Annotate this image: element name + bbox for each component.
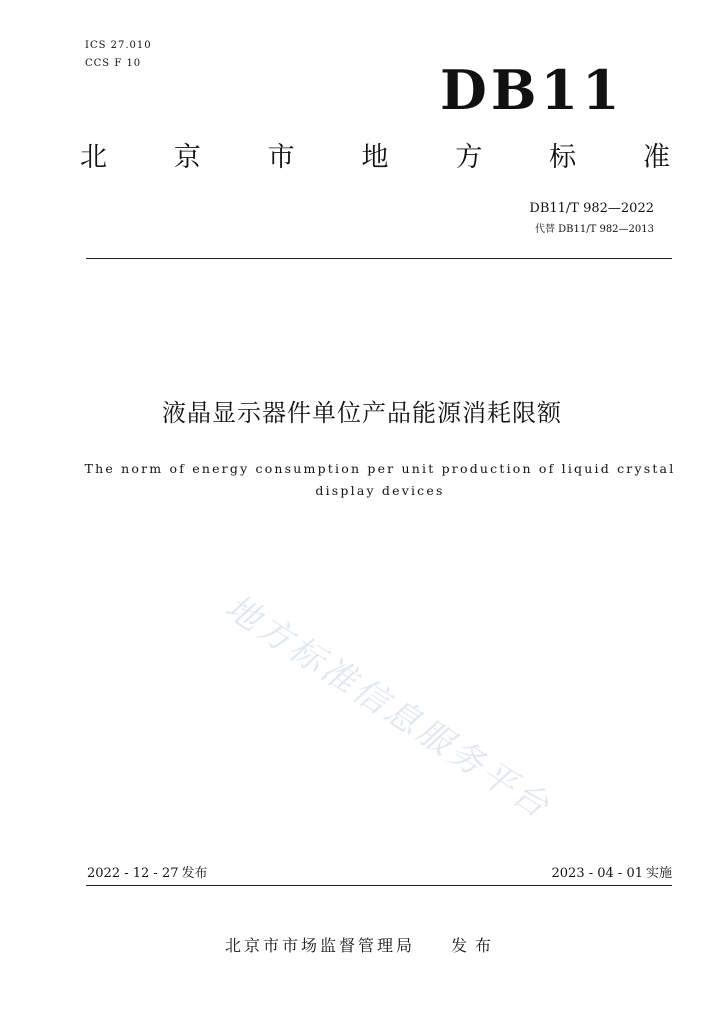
standard-name-char: 方	[455, 142, 483, 173]
ics-code: ICS 27.010	[85, 40, 152, 51]
standard-logo: DB11	[440, 58, 624, 122]
standard-number: DB11/T 982—2022	[529, 201, 654, 216]
header-divider	[86, 258, 672, 259]
standard-type-title	[80, 138, 670, 178]
footer-divider	[86, 885, 672, 886]
ccs-code: CCS F 10	[85, 58, 142, 69]
issuer-action: 发布	[451, 936, 500, 955]
standard-name-char: 北	[80, 142, 107, 173]
replaces-standard: 代替 DB11/T 982—2013	[534, 224, 654, 235]
standard-name-char: 准	[642, 142, 670, 173]
issue-date-label: 发布	[181, 866, 208, 881]
issue-date-value: 2022 - 12 - 27	[87, 866, 179, 881]
classification-codes	[85, 37, 152, 73]
standard-name-char: 市	[267, 142, 295, 173]
document-title-english: The norm of energy consumption per unit production of liquid crystal display devices	[84, 461, 676, 498]
document-title-chinese: 液晶显示器件单位产品能源消耗限额	[162, 399, 562, 427]
implementation-date-label: 实施	[645, 866, 672, 881]
standard-name-char: 京	[173, 142, 201, 173]
issuer-name: 北京市市场监督管理局	[224, 936, 415, 955]
standard-name-char: 标	[549, 142, 577, 173]
standard-name-char: 地	[361, 142, 389, 173]
implementation-date-value: 2023 - 04 - 01	[551, 866, 643, 881]
implementation-date	[552, 864, 673, 884]
issuer	[0, 933, 724, 959]
issue-date	[87, 864, 208, 884]
watermark: 地方标准信息服务平台	[217, 587, 559, 828]
